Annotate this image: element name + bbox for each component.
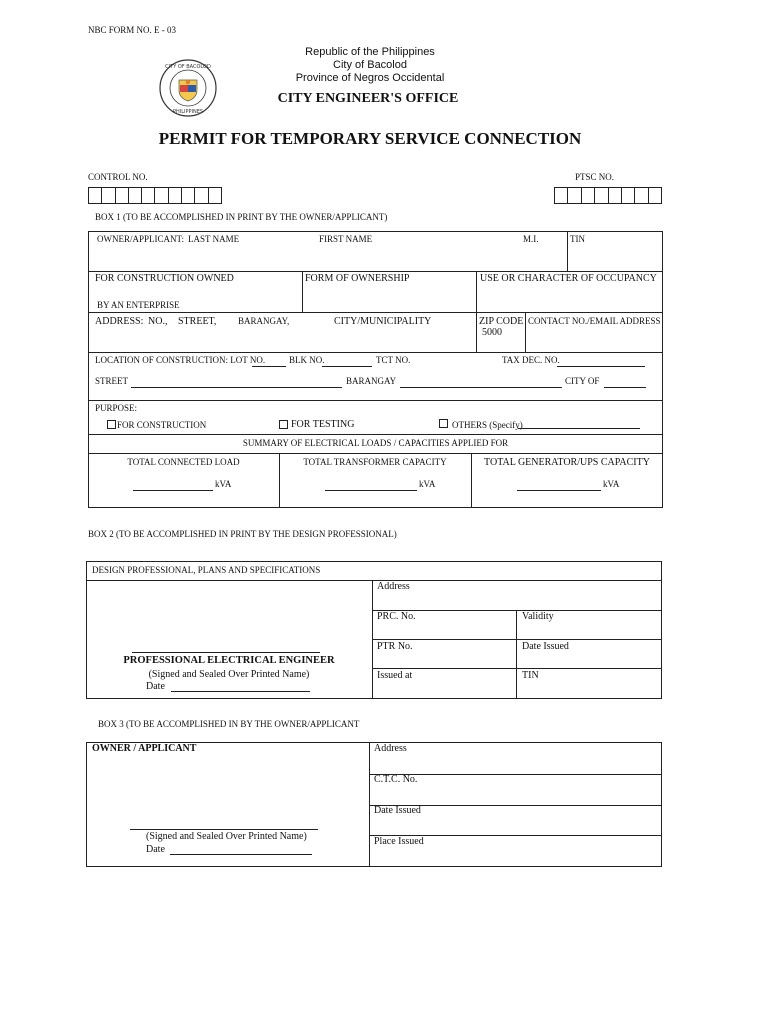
tin-label: TIN [570, 234, 585, 244]
republic-text: Republic of the Philippines [305, 46, 435, 58]
province-text: Province of Negros Occidental [295, 72, 445, 84]
total-transformer-field[interactable] [325, 490, 417, 491]
summary-label: SUMMARY OF ELECTRICAL LOADS / CAPACITIES APPLIED FOR [242, 438, 509, 448]
total-load-kva: kVA [215, 479, 232, 489]
address-no-label: NO., [148, 316, 168, 327]
for-construction-label: FOR CONSTRUCTION [117, 420, 207, 430]
ptsc-no-label: PTSC NO. [575, 172, 615, 182]
date-issued-label: Date Issued [522, 641, 569, 652]
mi-label: M.I. [523, 234, 539, 244]
pee-label: PROFESSIONAL ELECTRICAL ENGINEER [123, 655, 335, 666]
total-generator-label: TOTAL GENERATOR/UPS CAPACITY [484, 457, 650, 468]
city-municipality-label: CITY/MUNICIPALITY [334, 316, 432, 327]
owner-applicant-label: OWNER/APPLICANT: [97, 234, 185, 244]
street-label: STREET [95, 376, 128, 386]
box2-tin-label: TIN [522, 670, 539, 681]
control-no-label: CONTROL NO. [88, 172, 148, 182]
others-specify-field[interactable] [518, 428, 640, 429]
city-seal-icon [158, 58, 218, 118]
box2-address-label: Address [377, 581, 410, 592]
office-name: CITY ENGINEER'S OFFICE [277, 91, 459, 106]
total-transformer-label: TOTAL TRANSFORMER CAPACITY [303, 457, 447, 467]
zip-code-label: ZIP CODE [479, 316, 524, 327]
ptr-no-label: PTR No. [377, 641, 413, 652]
box2-heading: BOX 2 (TO BE ACCOMPLISHED IN PRINT BY THE DESIGN PROFESSIONAL) [88, 529, 397, 539]
street-field[interactable] [131, 387, 342, 388]
tct-no-label: TCT NO. [376, 355, 411, 365]
box1-heading: BOX 1 (TO BE ACCOMPLISHED IN PRINT BY THE OWNER/APPLICANT) [95, 212, 388, 222]
box3-date-field[interactable] [170, 854, 312, 855]
ctc-no-label: C.T.C. No. [374, 774, 418, 785]
last-name-label: LAST NAME [188, 234, 240, 244]
total-load-field[interactable] [133, 490, 213, 491]
for-construction-checkbox[interactable] [107, 420, 116, 429]
issued-at-label: Issued at [377, 670, 413, 681]
construction-owned-label: FOR CONSTRUCTION OWNED [95, 273, 234, 284]
by-enterprise-label: BY AN ENTERPRISE [97, 300, 180, 310]
box3-date-issued-label: Date Issued [374, 805, 421, 816]
form-number: NBC FORM NO. E - 03 [88, 25, 177, 35]
box2-date-field[interactable] [171, 691, 310, 692]
total-generator-kva: kVA [603, 479, 620, 489]
box3-date-label: Date [146, 844, 165, 855]
total-generator-field[interactable] [517, 490, 601, 491]
barangay-field[interactable] [400, 387, 562, 388]
lot-no-field[interactable] [252, 366, 286, 367]
ptsc-no-input[interactable] [554, 187, 662, 204]
box3-signed-label: (Signed and Sealed Over Printed Name) [146, 831, 307, 842]
prc-no-label: PRC. No. [377, 611, 416, 622]
total-load-label: TOTAL CONNECTED LOAD [127, 457, 240, 467]
seal-text-bottom: PHILIPPINES [172, 109, 204, 115]
box2-signed-label: (Signed and Sealed Over Printed Name) [148, 669, 310, 680]
box3-heading: BOX 3 (TO BE ACCOMPLISHED IN BY THE OWNER/APPLICANT [98, 719, 360, 729]
blk-no-label: BLK NO. [289, 355, 325, 365]
control-no-input[interactable] [88, 187, 222, 204]
total-transformer-kva: kVA [419, 479, 436, 489]
zip-code-value: 5000 [482, 327, 502, 338]
design-professional-title: DESIGN PROFESSIONAL, PLANS AND SPECIFICATIONS [92, 565, 321, 575]
owner-signature-line[interactable] [130, 829, 318, 830]
address-label: ADDRESS: [95, 316, 144, 327]
form-ownership-label: FORM OF OWNERSHIP [305, 273, 410, 284]
others-checkbox[interactable] [439, 419, 448, 428]
validity-label: Validity [522, 611, 554, 622]
box2-date-label: Date [146, 681, 165, 692]
city-text: City of Bacolod [333, 59, 407, 71]
place-issued-label: Place Issued [374, 836, 424, 847]
others-label: OTHERS (Specify) [452, 420, 523, 430]
for-testing-label: FOR TESTING [291, 419, 355, 430]
city-of-field[interactable] [604, 387, 646, 388]
contact-label: CONTACT NO./EMAIL ADDRESS [528, 316, 661, 326]
owner-name-field[interactable] [92, 246, 562, 268]
location-lot-label: LOCATION OF CONSTRUCTION: LOT NO. [95, 355, 266, 365]
box3-address-label: Address [374, 743, 407, 754]
seal-text-top: CITY OF BACOLOD [165, 64, 211, 70]
barangay-label: BARANGAY [346, 376, 397, 386]
tax-dec-field[interactable] [557, 366, 645, 367]
blk-no-field[interactable] [322, 366, 372, 367]
city-of-label: CITY OF [565, 376, 600, 386]
for-testing-checkbox[interactable] [279, 420, 288, 429]
address-street-label: STREET, [178, 316, 217, 327]
tax-dec-label: TAX DEC. NO. [502, 355, 560, 365]
purpose-label: PURPOSE: [95, 403, 138, 413]
page-title: PERMIT FOR TEMPORARY SERVICE CONNECTION [158, 129, 582, 148]
engineer-signature-line[interactable] [132, 652, 320, 653]
first-name-label: FIRST NAME [319, 234, 373, 244]
box3-owner-label: OWNER / APPLICANT [92, 743, 197, 754]
use-occupancy-label: USE OR CHARACTER OF OCCUPANCY [480, 273, 657, 284]
address-barangay-label: BARANGAY, [238, 316, 290, 326]
